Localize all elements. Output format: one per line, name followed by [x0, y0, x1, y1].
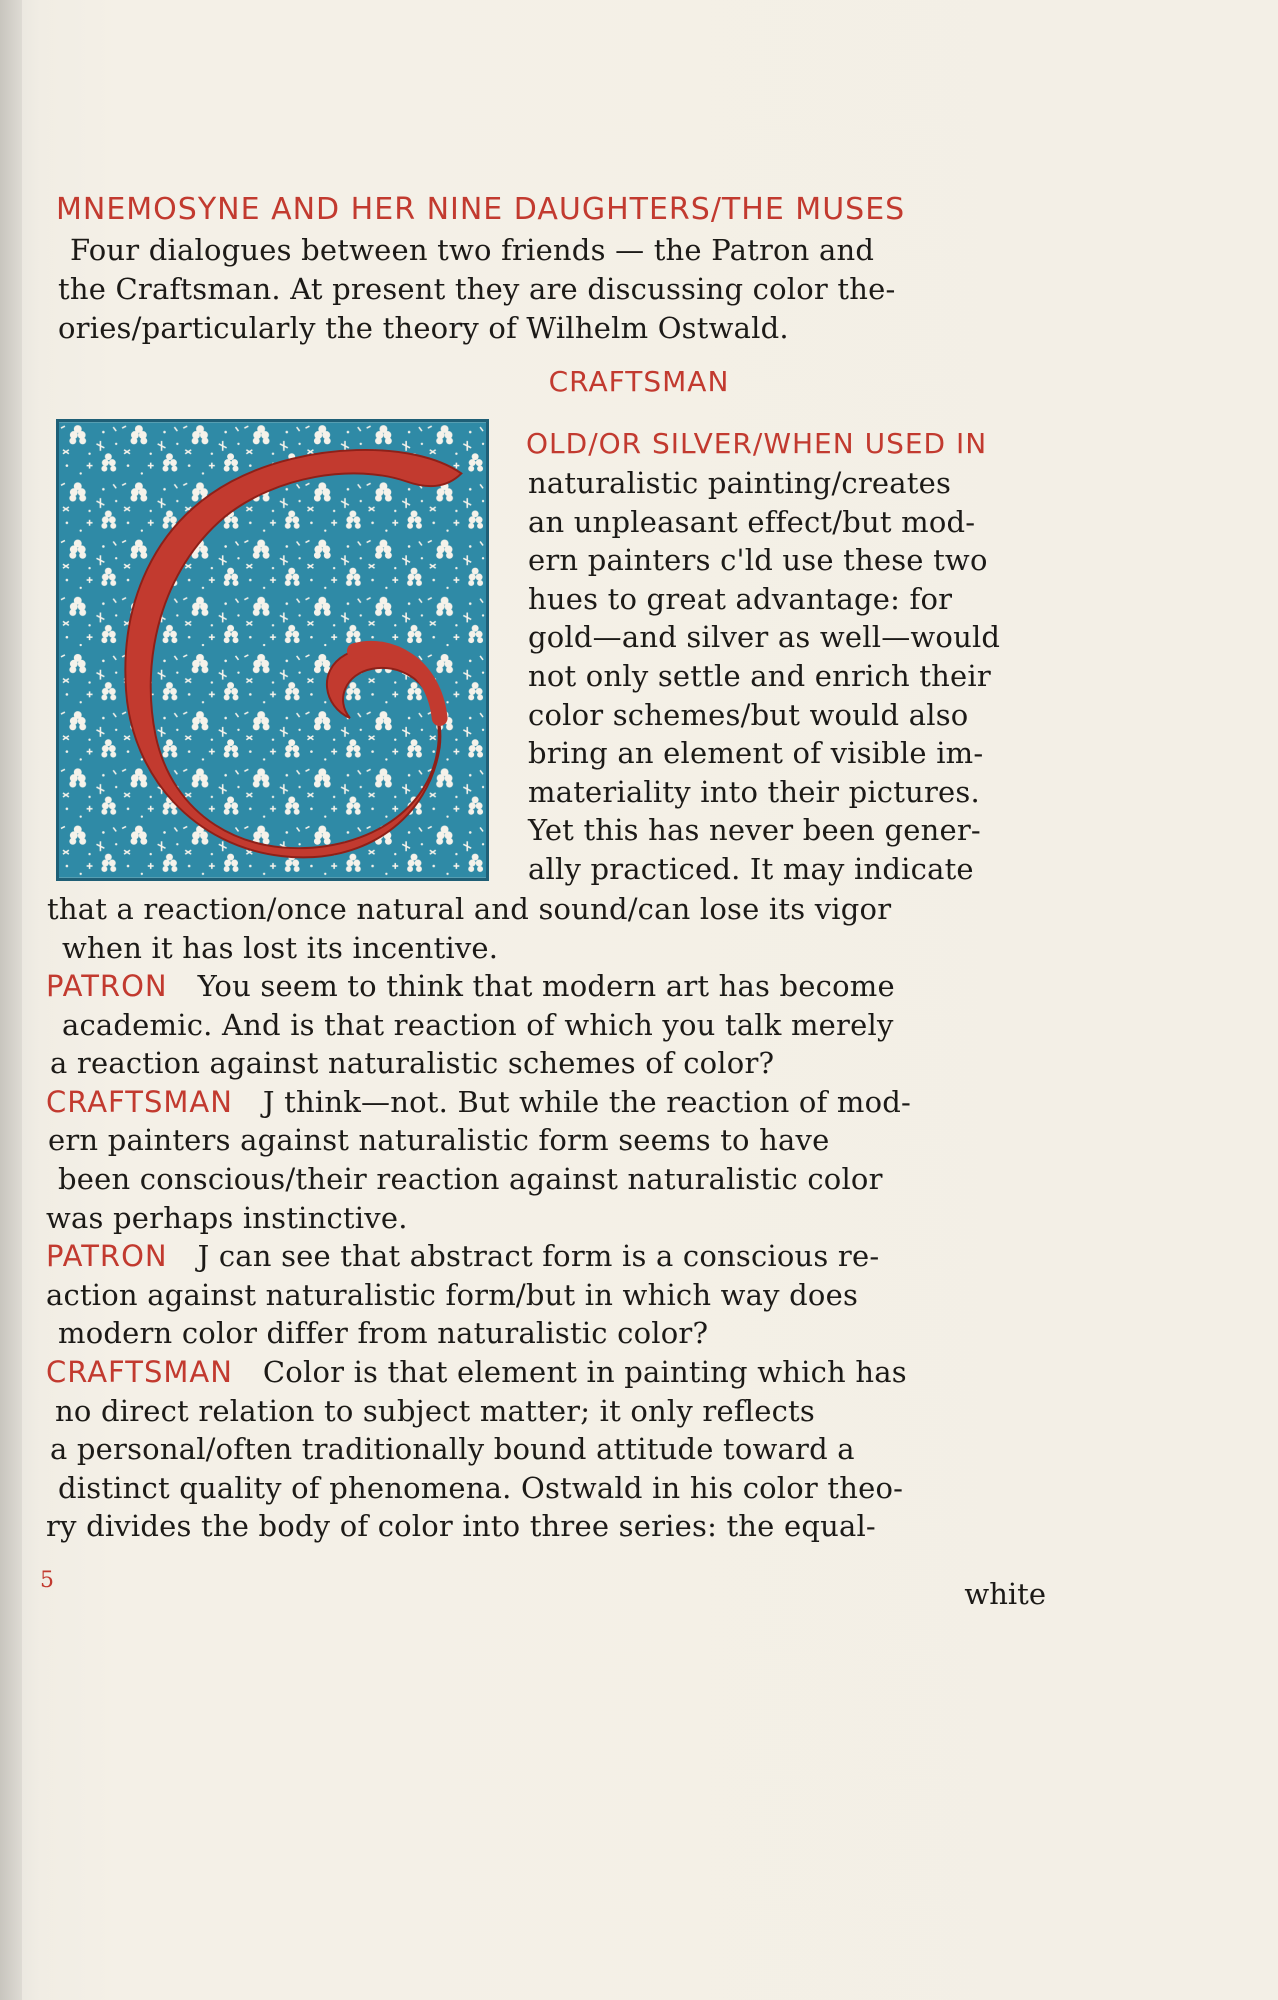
- dialogue-text: J think—not. But while the reaction of mod-: [262, 1084, 912, 1119]
- dialogue-line: been conscious/their reaction against naturalistic color: [58, 1162, 883, 1196]
- dialogue-line: modern color differ from naturalistic color?: [58, 1316, 709, 1351]
- dialogue-text: J can see that abstract form is a conscious re-: [197, 1239, 880, 1274]
- dialogue-line: was perhaps instinctive.: [46, 1200, 408, 1235]
- drop-cap-illustration: [59, 422, 486, 878]
- dialogue-line: distinct quality of phenomena. Ostwald in his color theo-: [58, 1470, 904, 1505]
- intro-line: ories/particularly the theory of Wilhelm Ostwald.: [58, 311, 789, 345]
- section-heading: CRAFTSMAN: [548, 365, 730, 398]
- dialogue-text: Color is that element in painting which has: [262, 1355, 907, 1389]
- opening-line: not only settle and enrich their: [528, 659, 991, 693]
- dialogue-turn-first-line: [46, 967, 895, 1005]
- speaker-label: CRAFTSMAN: [46, 1084, 233, 1119]
- opening-line: Yet this has never been gener-: [528, 813, 981, 848]
- opening-small-caps: OLD/OR SILVER/WHEN USED IN: [526, 427, 988, 460]
- page-binding-edge: [0, 0, 22, 2000]
- speaker-label: CRAFTSMAN: [46, 1355, 233, 1389]
- dialogue-line: action against naturalistic form/but in which way does: [46, 1277, 859, 1312]
- drop-cap-initial: [56, 419, 489, 881]
- opening-line: hues to great advantage: for: [528, 581, 953, 616]
- opening-line: color schemes/but would also: [528, 697, 969, 732]
- dialogue-line: a reaction against naturalistic schemes of color?: [50, 1046, 775, 1081]
- dialogue-turn-first-line: [46, 1237, 879, 1275]
- intro-line: the Craftsman. At present they are discussing color the-: [58, 272, 896, 306]
- opening-line: an unpleasant effect/but mod-: [528, 504, 976, 539]
- dialogue-turn-first-line: [46, 1353, 907, 1391]
- dialogue-turn-first-line: [46, 1083, 911, 1121]
- opening-line: gold—and silver as well—would: [528, 620, 1001, 655]
- opening-line: naturalistic painting/creates: [528, 466, 952, 500]
- speaker-label: PATRON: [46, 1239, 168, 1274]
- body-line: that a reaction/once natural and sound/can lose its vigor: [47, 892, 892, 926]
- opening-line: materiality into their pictures.: [528, 774, 980, 809]
- opening-line: ally practiced. It may indicate: [528, 852, 974, 886]
- dialogue-line: ern painters against naturalistic form seems to have: [48, 1123, 830, 1158]
- dialogue-line: ry divides the body of color into three series: the equal-: [46, 1509, 876, 1544]
- dialogue-text: You seem to think that modern art has become: [197, 969, 895, 1003]
- body-line: when it has lost its incentive.: [62, 930, 499, 965]
- opening-line: ern painters c'ld use these two: [528, 543, 988, 578]
- page-number: 5: [40, 1568, 54, 1593]
- intro-line: Four dialogues between two friends — the Patron and: [70, 233, 875, 267]
- page-heading: MNEMOSYNE AND HER NINE DAUGHTERS/THE MUSES: [56, 192, 906, 227]
- dialogue-line: a personal/often traditionally bound attitude toward a: [50, 1432, 855, 1467]
- speaker-label: PATRON: [46, 969, 168, 1003]
- dialogue-line: no direct relation to subject matter; it only reflects: [55, 1393, 815, 1428]
- opening-line: bring an element of visible im-: [528, 736, 984, 771]
- dialogue-line: academic. And is that reaction of which you talk merely: [62, 1007, 894, 1042]
- catchword: white: [964, 1577, 1046, 1611]
